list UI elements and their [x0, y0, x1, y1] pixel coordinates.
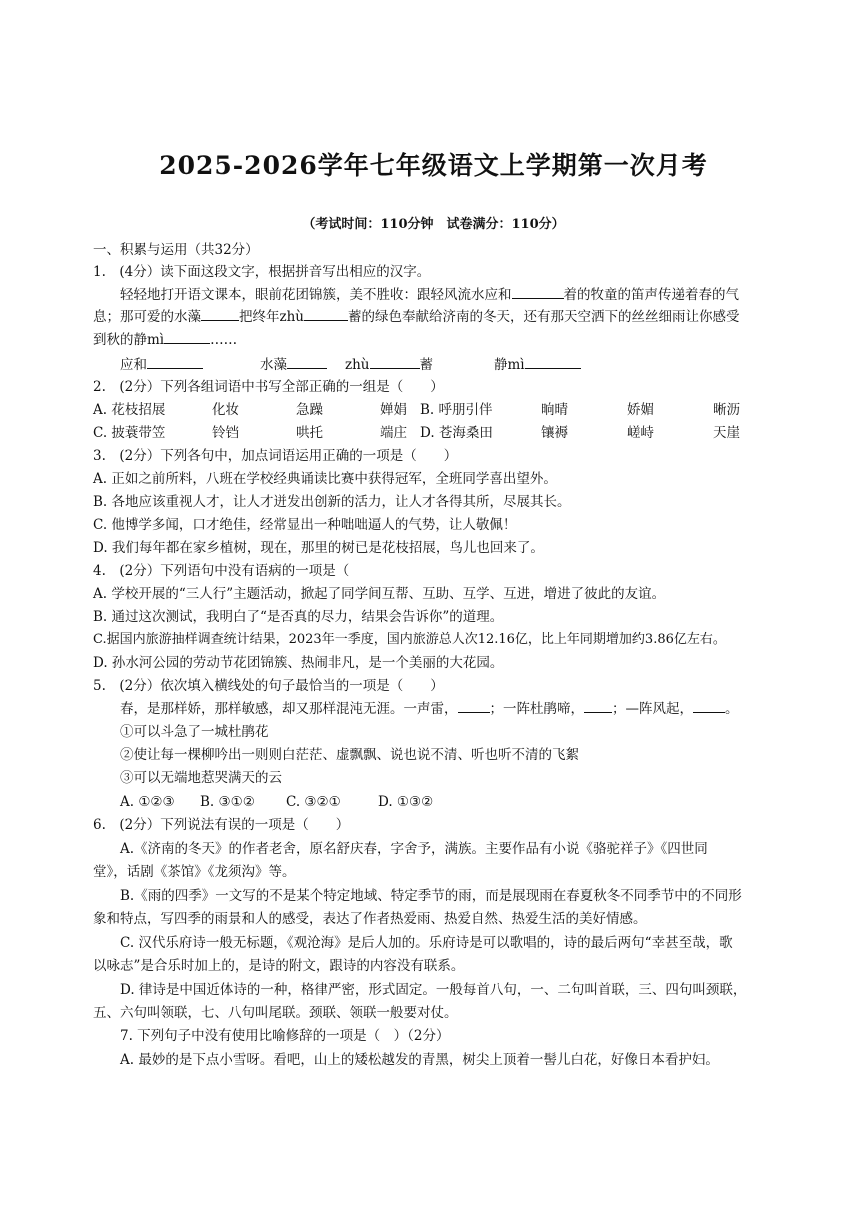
q4-option-a: A. 学校开展的“三人行”主题活动，掀起了同学间互帮、互助、互学、互进，增进了彼此的友谊。 [93, 586, 666, 602]
answer-label: 静mì [494, 357, 525, 373]
q1-passage-line1 [120, 286, 739, 304]
q2-stem: 2. (2分）下列各组词语中书写全部正确的一组是（ ） [93, 379, 444, 395]
q1-passage-line2 [93, 308, 740, 326]
q5-stem: 5. (2分）依次填入横线处的句子最恰当的一项是（ ） [93, 678, 444, 694]
answer-blank[interactable] [147, 356, 203, 369]
q5-sentence-2: ②使让每一棵柳吟出一则则白茫茫、虚飘飘、说也说不清、听也听不清的飞絮 [120, 747, 579, 763]
q1-answer-item [345, 356, 433, 374]
q6-option-c: C. 汉代乐府诗一般无标题，《观沧海》是后人加的。乐府诗是可以歌唱的，诗的最后两句“幸甚至哉，歌 [120, 935, 733, 951]
q3-option-c: C. 他博学多闻，口才绝佳，经常显出一种咄咄逼人的气势，让人敬佩！ [93, 517, 517, 533]
q1-answer-item [260, 356, 327, 374]
answer-label: zhù [345, 357, 370, 373]
answer-label: 水藻 [260, 357, 287, 373]
answer-label: 应和 [120, 357, 147, 373]
answer-blank[interactable] [458, 700, 490, 713]
answer-blank[interactable] [370, 356, 420, 369]
section-heading: 一、积累与运用（共32分） [93, 242, 259, 258]
q6-option-b: B.《雨的四季》一文写的不是某个特定地域、特定季节的雨，而是展现雨在春夏秋冬不同季节中的不同形 [120, 888, 742, 904]
q5-text: 春，是那样娇，那样敏感，却又那样混沌无涯。一声雷， [120, 701, 458, 717]
q2-option: 化妆 [212, 402, 239, 418]
q4-option-b: B. 通过这次测试，我明白了“是否真的尽力，结果会告诉你”的道理。 [93, 609, 504, 625]
q3-option-d: D. 我们每年都在家乡植树，现在，那里的树已是花枝招展，鸟儿也回来了。 [93, 540, 544, 556]
q7-option-a: A. 最妙的是下点小雪呀。看吧，山上的矮松越发的青黑，树尖上顶着一髻儿白花，好像日本看护妇。 [120, 1052, 719, 1068]
q5-choice-b: B. ③①② [200, 794, 255, 810]
q1-text: 把终年zhù [239, 309, 305, 325]
q2-option: 哄托 [296, 425, 323, 441]
q3-option-b: B. 各地应该重视人才，让人才迸发出创新的活力，让人才各得其所，尽展其长。 [93, 494, 571, 510]
q2-option: 天崖 [713, 425, 740, 441]
q6-option-d: D. 律诗是中国近体诗的一种，格律严密，形式固定。一般每首八句，一、二句叫首联，三、四句叫颈联， [120, 982, 747, 998]
q1-text: …… [210, 332, 238, 348]
answer-blank[interactable] [304, 308, 348, 321]
q6-stem: 6. (2分）下列说法有误的一项是（ ） [93, 817, 350, 833]
q1-answer-item [120, 356, 203, 374]
answer-blank[interactable] [693, 700, 725, 713]
q2-option: 娇媚 [627, 402, 654, 418]
q5-text: ；—阵风起， [612, 701, 693, 717]
q5-sentence-3: ③可以无端地惹哭满天的云 [120, 770, 282, 786]
q5-choice-a: A. ①②③ [120, 794, 175, 810]
q2-option: 端庄 [380, 425, 407, 441]
q1-text: 着的牧童的笛声传递着春的气 [563, 287, 739, 303]
q1-text: 蓄的绿色奉献给济南的冬天，还有那天空洒下的丝丝细雨让你感受 [348, 309, 740, 325]
answer-blank[interactable] [584, 700, 612, 713]
q3-stem: 3. (2分）下列各句中，加点词语运用正确的一项是（ ） [93, 448, 458, 464]
answer-blank[interactable] [287, 356, 327, 369]
answer-blank[interactable] [512, 286, 564, 299]
q2-option: 铃铛 [212, 425, 239, 441]
q1-text: 息；那可爱的水藻 [93, 309, 201, 325]
q6-option-a-cont: 堂》，话剧《茶馆》《龙须沟》等。 [93, 864, 296, 880]
page-title: 2025-2026学年七年级语文上学期第一次月考 [159, 151, 708, 180]
q2-option: 嵯峙 [627, 425, 654, 441]
q1-text: 到秋的静mì [93, 332, 165, 348]
q2-option: A. 花枝招展 [93, 402, 166, 418]
q5-choice-c: C. ③②① [286, 794, 341, 810]
q1-stem: 1. (4分）读下面这段文字，根据拼音写出相应的汉字。 [93, 264, 431, 280]
q4-stem: 4. (2分）下列语句中没有语病的一项是（ [93, 563, 350, 579]
q6-option-d-cont: 五、六句叫领联，七、八句叫尾联。颈联、领联一般要对仗。 [93, 1005, 458, 1021]
q2-option: 晌晴 [541, 402, 568, 418]
q2-option: D. 苍海桑田 [420, 425, 493, 441]
q2-option: B. 呼朋引伴 [420, 402, 493, 418]
answer-blank[interactable] [201, 308, 239, 321]
q2-option: 镶褥 [541, 425, 568, 441]
q6-option-c-cont: 以咏志”是合乐时加上的，是诗的附文，跟诗的内容没有联系。 [93, 958, 465, 974]
answer-blank[interactable] [164, 331, 210, 344]
q6-option-b-cont: 象和特点，写四季的雨景和人的感受，表达了作者热爱雨、热爱自然、热爱生活的美好情感。 [93, 911, 647, 927]
q6-option-a: A.《济南的冬天》的作者老舍，原名舒庆春，字舍予，满族。主要作品有小说《骆驼祥子》《四世同 [120, 841, 708, 857]
q2-option: 急躁 [296, 402, 323, 418]
q7-stem: 7. 下列句子中没有使用比喻修辞的一项是（ ）（2分） [120, 1028, 450, 1044]
q2-option: C. 披蓑带笠 [93, 425, 166, 441]
q5-sentence-1: ①可以斗急了一城杜鹃花 [120, 724, 269, 740]
q1-answer-item [494, 356, 581, 374]
q2-option: 婵娟 [380, 402, 407, 418]
q1-text: 轻轻地打开语文课本，眼前花团锦簇，美不胜收：跟轻风流水应和 [120, 287, 512, 303]
q2-option: 晰沥 [713, 402, 740, 418]
q5-text: 。 [725, 701, 739, 717]
q5-choice-d: D. ①③② [378, 794, 434, 810]
q4-option-c: C.据国内旅游抽样调查统计结果，2023年一季度，国内旅游总人次12.16亿，比上年同期增加约3.86亿左右。 [93, 632, 726, 647]
answer-label: 蓄 [419, 357, 434, 373]
q5-passage [120, 700, 739, 718]
q3-option-a: A. 正如之前所料，八班在学校经典诵读比赛中获得冠军，全班同学喜出望外。 [93, 471, 557, 487]
answer-blank[interactable] [525, 356, 581, 369]
q5-text: ；一阵杜鹃啼， [489, 701, 584, 717]
q1-passage-line3 [93, 331, 237, 349]
q4-option-d: D. 孙水河公园的劳动节花团锦簇、热闹非凡，是一个美丽的大花园。 [93, 655, 504, 671]
exam-info: （考试时间：110分钟 试卷满分：110分） [302, 217, 565, 232]
